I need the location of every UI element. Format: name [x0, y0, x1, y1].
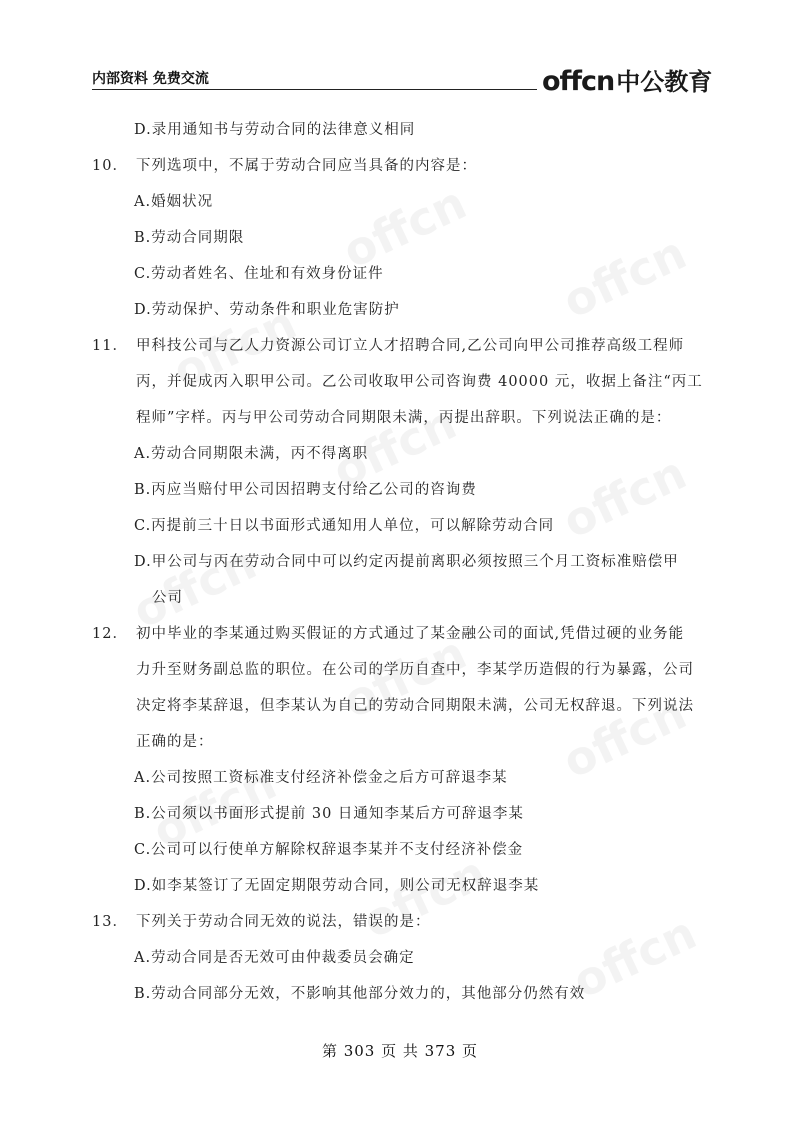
option-line: B.劳动合同部分无效，不影响其他部分效力的，其他部分仍然有效 [134, 986, 586, 1002]
question-number: 10． [92, 158, 128, 174]
option-line: A.婚姻状况 [134, 194, 214, 210]
document-body [92, 112, 712, 1012]
page-number-footer: 第 303 页 共 373 页 [321, 1042, 479, 1060]
option-line: B.劳动合同期限 [134, 230, 245, 246]
question-stem-line: 决定将李某辞退，但李某认为自己的劳动合同期限未满，公司无权辞退。下列说法 [136, 698, 694, 714]
option-line: D.甲公司与丙在劳动合同中可以约定丙提前离职必须按照三个月工资标准赔偿甲 [134, 554, 679, 570]
header-rule [92, 89, 537, 90]
question-10 [92, 148, 712, 184]
question-stem-line: 程师”字样。丙与甲公司劳动合同期限未满，丙提出辞职。下列说法正确的是： [136, 410, 672, 426]
option-line: B.丙应当赔付甲公司因招聘支付给乙公司的咨询费 [134, 482, 477, 498]
option-line: C.公司可以行使单方解除权辞退李某并不支付经济补偿金 [134, 842, 524, 858]
page-header [92, 62, 713, 97]
option-line: A.劳动合同期限未满，丙不得离职 [134, 446, 369, 462]
question-number: 12． [92, 626, 128, 642]
option-line: B.公司须以书面形式提前 30 日通知李某后方可辞退李某 [134, 806, 524, 822]
question-number: 11． [92, 338, 128, 354]
logo-en-text: offcn [542, 66, 615, 97]
question-13 [92, 904, 712, 940]
option-line: D.如李某签订了无固定期限劳动合同，则公司无权辞退李某 [134, 878, 540, 894]
question-stem-line: 正确的是： [136, 734, 214, 750]
question-stem: 下列选项中，不属于劳动合同应当具备的内容是： [136, 158, 477, 174]
option-line: C.丙提前三十日以书面形式通知用人单位，可以解除劳动合同 [134, 518, 555, 534]
question-12 [92, 616, 712, 652]
header-left-text: 内部资料 免费交流 [92, 71, 209, 87]
question-stem-line: 丙，并促成丙入职甲公司。乙公司收取甲公司咨询费 40000 元，收据上备注“丙工 [136, 374, 703, 390]
option-line: D.录用通知书与劳动合同的法律意义相同 [134, 122, 416, 138]
question-number: 13． [92, 914, 128, 930]
question-stem: 下列关于劳动合同无效的说法，错误的是： [136, 914, 431, 930]
question-stem: 初中毕业的李某通过购买假证的方式通过了某金融公司的面试,凭借过硬的业务能 [136, 626, 685, 642]
option-line-continued: 公司 [152, 590, 183, 606]
question-stem-line: 力升至财务副总监的职位。在公司的学历自查中，李某学历造假的行为暴露，公司 [136, 662, 694, 678]
offcn-logo [542, 62, 712, 97]
option-line: C.劳动者姓名、住址和有效身份证件 [134, 266, 384, 282]
question-11 [92, 328, 712, 364]
option-line: A.劳动合同是否无效可由仲裁委员会确定 [134, 950, 415, 966]
option-line: A.公司按照工资标准支付经济补偿金之后方可辞退李某 [134, 770, 508, 786]
question-stem: 甲科技公司与乙人力资源公司订立人才招聘合同,乙公司向甲公司推荐高级工程师 [136, 338, 685, 354]
logo-cn-text: 中公教育 [616, 68, 713, 96]
option-line: D.劳动保护、劳动条件和职业危害防护 [134, 302, 400, 318]
